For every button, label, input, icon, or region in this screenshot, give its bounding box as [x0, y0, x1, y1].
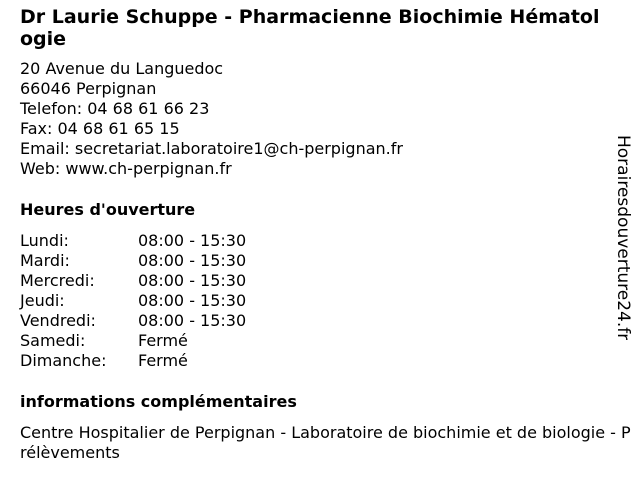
hours-day: Mardi: — [20, 251, 70, 270]
phone-number: Telefon: 04 68 61 66 23 — [20, 99, 210, 118]
fax-number: Fax: 04 68 61 65 15 — [20, 119, 180, 138]
hours-day: Vendredi: — [20, 311, 96, 330]
email-address: Email: secretariat.laboratoire1@ch-perpignan.fr — [20, 139, 403, 158]
hours-day: Lundi: — [20, 231, 69, 250]
hours-day: Samedi: — [20, 331, 86, 350]
hours-row-mardi — [20, 251, 610, 271]
opening-hours-heading: Heures d'ouverture — [20, 200, 196, 219]
hours-time: 08:00 - 15:30 — [138, 271, 247, 290]
street-address: 20 Avenue du Languedoc — [20, 59, 224, 78]
website: Web: www.ch-perpignan.fr — [20, 159, 232, 178]
hours-row-samedi — [20, 331, 610, 351]
hours-day: Dimanche: — [20, 351, 107, 370]
hours-row-lundi — [20, 231, 610, 251]
hours-row-jeudi — [20, 291, 610, 311]
opening-hours-table — [20, 231, 610, 371]
watermark-text: Horairesdouverture24.fr — [613, 135, 633, 340]
hours-day: Jeudi: — [20, 291, 65, 310]
hours-day: Mercredi: — [20, 271, 95, 290]
site-watermark — [612, 135, 634, 340]
city-address: 66046 Perpignan — [20, 79, 157, 98]
hours-row-mercredi — [20, 271, 610, 291]
hours-row-vendredi — [20, 311, 610, 331]
hours-time: 08:00 - 15:30 — [138, 291, 247, 310]
hours-time: 08:00 - 15:30 — [138, 311, 247, 330]
additional-info-heading: informations complémentaires — [20, 392, 297, 411]
hours-row-dimanche — [20, 351, 610, 371]
hours-time: Fermé — [138, 351, 188, 370]
hours-time: 08:00 - 15:30 — [138, 251, 247, 270]
page-title: Dr Laurie Schuppe - Pharmacienne Biochimie Hématologie — [20, 6, 600, 50]
address-block — [20, 59, 610, 179]
additional-info-text: Centre Hospitalier de Perpignan - Laboratoire de biochimie et de biologie - Prélèvements — [20, 423, 631, 462]
hours-time: Fermé — [138, 331, 188, 350]
hours-time: 08:00 - 15:30 — [138, 231, 247, 250]
